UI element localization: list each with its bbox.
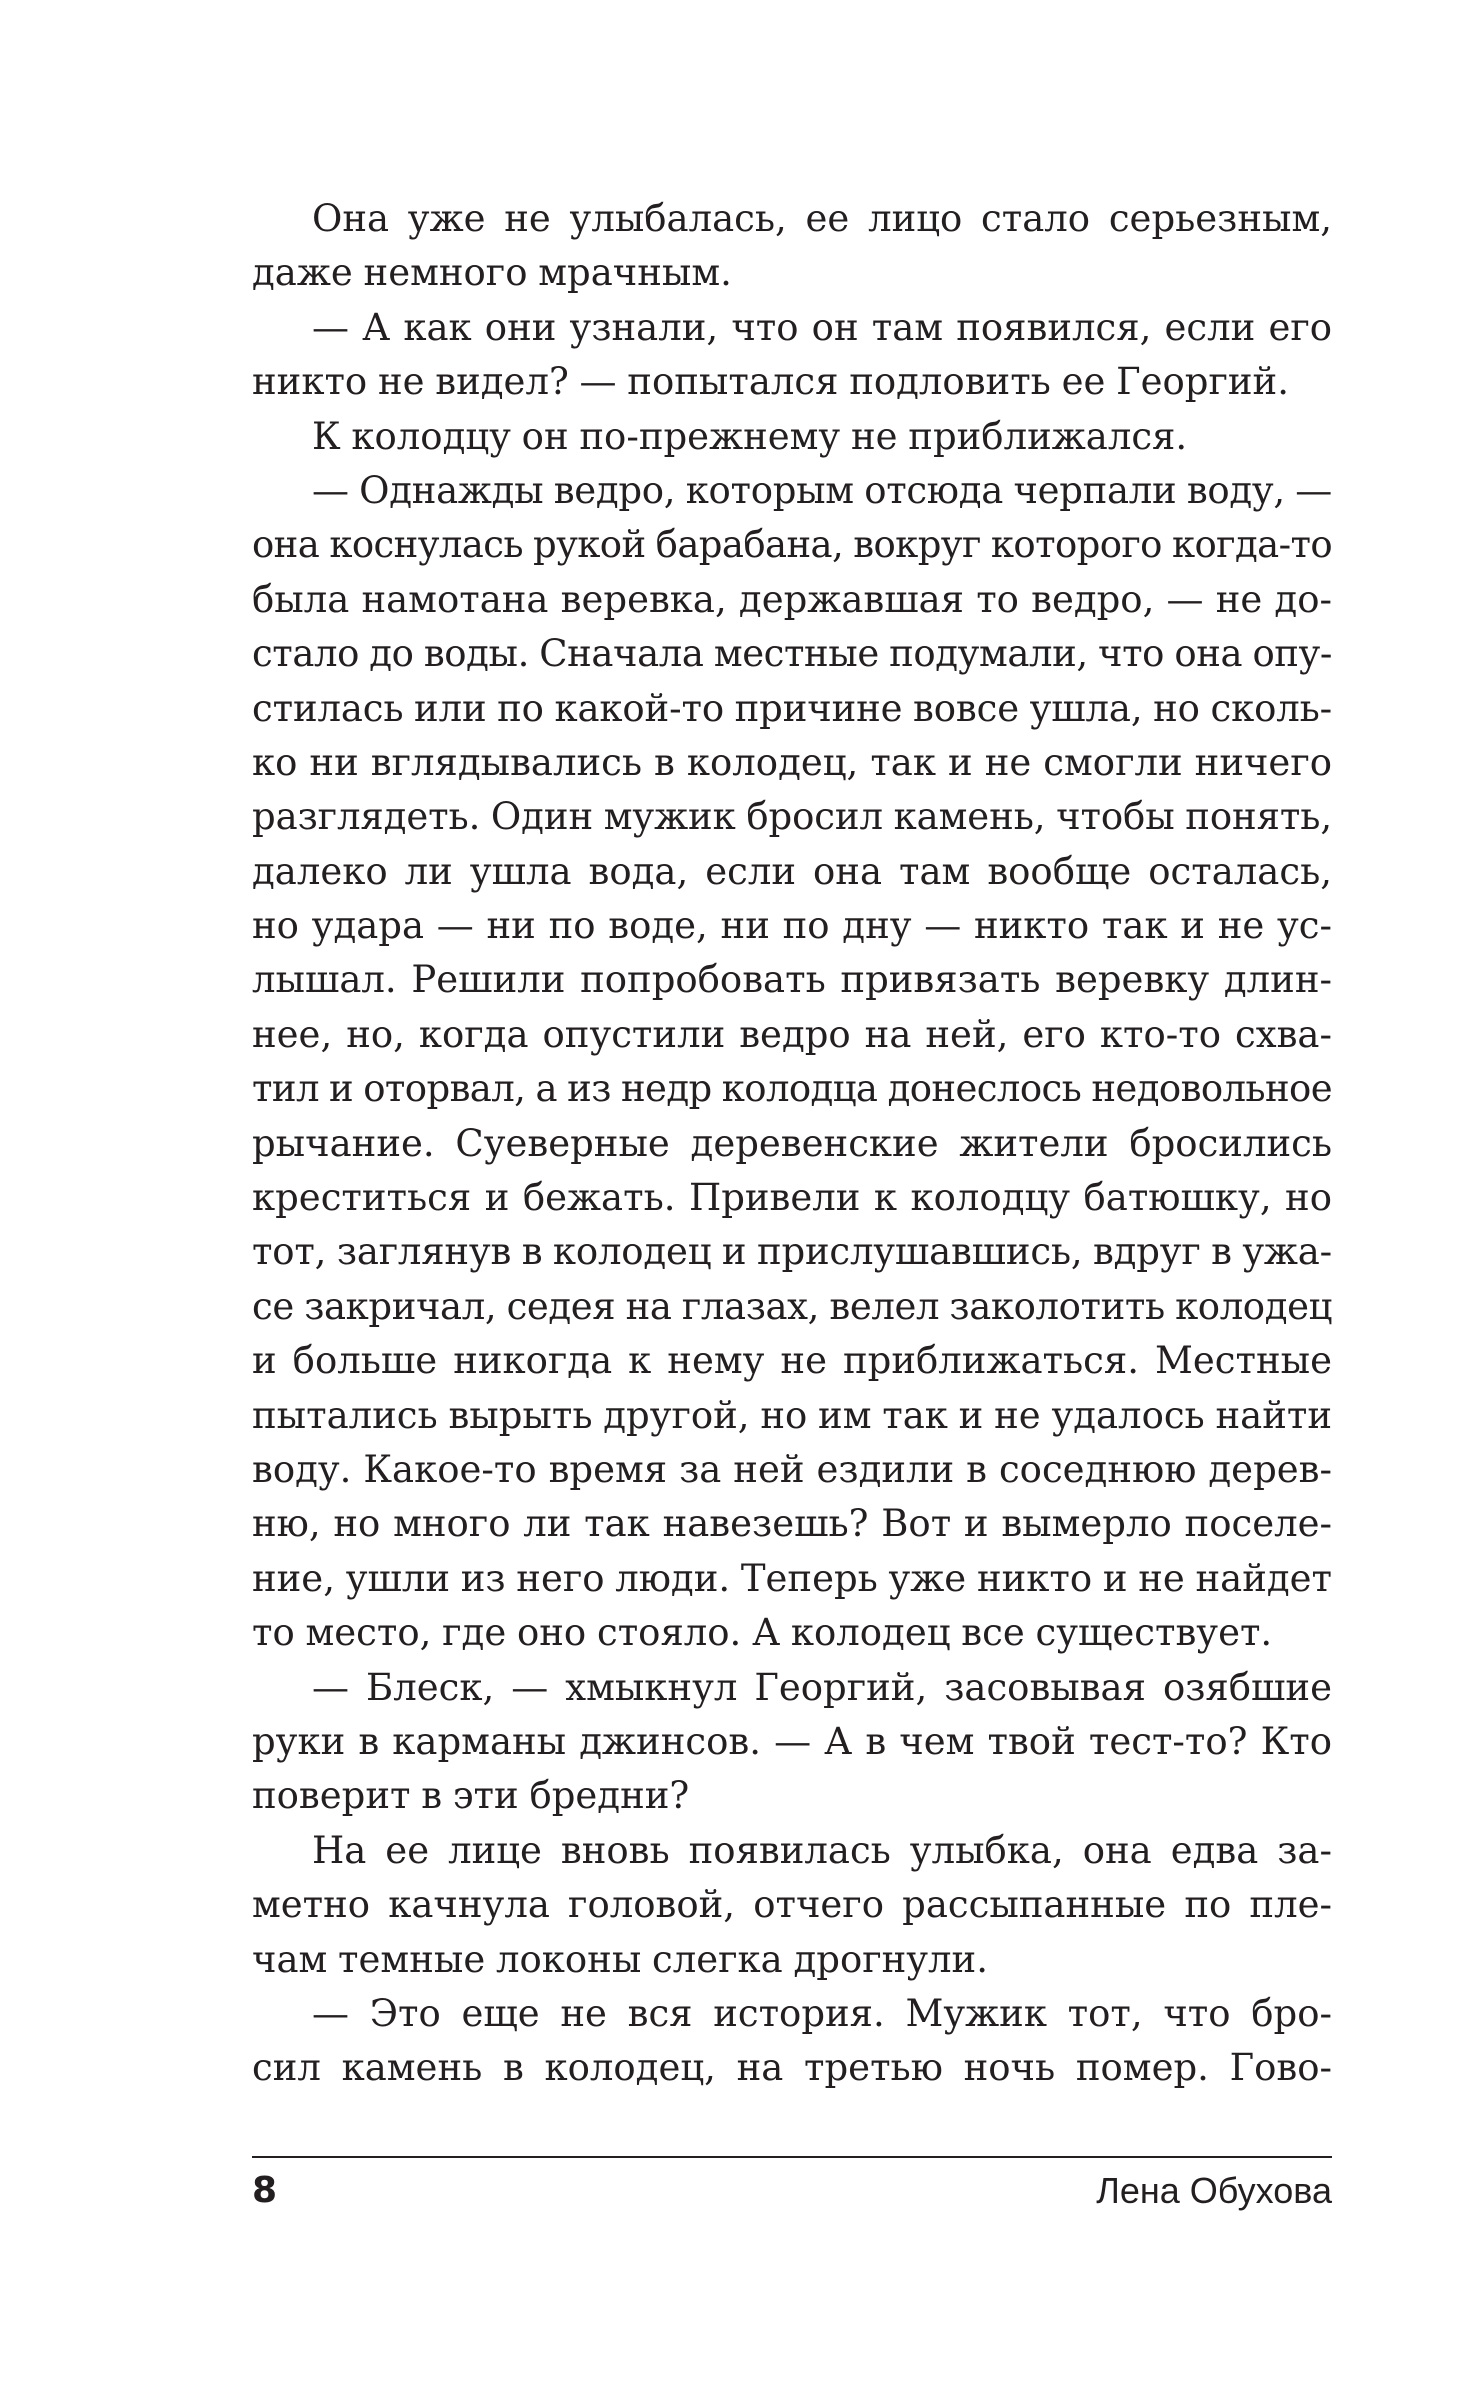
text-line: пытались вырыть другой, но им так и не удалось найти: [252, 1393, 1332, 1437]
text-line: се закричал, седея на глазах, велел заколотить колодец: [252, 1284, 1332, 1328]
text-line: и больше никогда к нему не приближаться. Местные: [252, 1339, 1332, 1383]
text-line: креститься и бежать. Привели к колодцу батюшку, но: [252, 1176, 1332, 1220]
text-line: ко ни вглядывались в колодец, так и не смогли ничего: [252, 740, 1332, 784]
text-line: стилась или по какой-то причине вовсе ушла, но сколь-: [252, 686, 1332, 730]
text-line: воду. Какое-то время за ней ездили в соседнюю дерев-: [252, 1447, 1332, 1491]
text-line: метно качнула головой, отчего рассыпанные по пле-: [252, 1883, 1332, 1927]
text-line: — А как они узнали, что он там появился, если его: [312, 305, 1332, 349]
text-line: тил и оторвал, а из недр колодца донеслось недовольное: [252, 1067, 1333, 1111]
text-line: разглядеть. Один мужик бросил камень, чтобы понять,: [252, 795, 1332, 839]
text-line: даже немного мрачным.: [252, 251, 732, 295]
text-line: стало до воды. Сначала местные подумали, что она опу-: [252, 632, 1332, 676]
text-line: нее, но, когда опустили ведро на ней, его кто-то схва-: [252, 1012, 1332, 1056]
text-line: ние, ушли из него люди. Теперь уже никто и не найдет: [252, 1556, 1332, 1600]
text-line: руки в карманы джинсов. — А в чем твой тест-то? Кто: [252, 1719, 1332, 1763]
page-number: 8: [252, 2170, 278, 2211]
text-line: Она уже не улыбалась, ее лицо стало серьезным,: [312, 197, 1332, 240]
text-line: поверит в эти бредни?: [252, 1774, 690, 1818]
text-line: была намотана веревка, державшая то ведро, — не до-: [252, 577, 1332, 621]
running-footer-author: Лена Обухова: [1096, 2170, 1332, 2211]
text-line: далеко ли ушла вода, если она там вообще осталась,: [252, 849, 1332, 893]
text-line: К колодцу он по-прежнему не приближался.: [312, 414, 1188, 458]
text-line: лышал. Решили попробовать привязать веревку длин-: [252, 958, 1332, 1002]
text-line: — Это еще не вся история. Мужик тот, что бро-: [312, 1991, 1332, 2035]
text-line: тот, заглянув в колодец и прислушавшись, вдруг в ужа-: [252, 1230, 1332, 1274]
text-line: рычание. Суеверные деревенские жители бросились: [252, 1121, 1332, 1165]
body-text: [252, 192, 1332, 2096]
footer-rule: [252, 2156, 1332, 2158]
text-line: — Блеск, — хмыкнул Георгий, засовывая озябшие: [312, 1665, 1332, 1709]
text-line: чам темные локоны слегка дрогнули.: [252, 1937, 988, 1981]
text-line: то место, где оно стояло. А колодец все существует.: [252, 1611, 1273, 1655]
text-line: ню, но много ли так навезешь? Вот и вымерло поселе-: [252, 1502, 1332, 1546]
text-line: сил камень в колодец, на третью ночь помер. Гово-: [252, 2046, 1332, 2090]
text-line: — Однажды ведро, которым отсюда черпали воду, —: [312, 468, 1332, 512]
text-line: На ее лице вновь появилась улыбка, она едва за-: [312, 1828, 1332, 1872]
text-line: но удара — ни по воде, ни по дну — никто так и не ус-: [252, 904, 1332, 948]
text-line: никто не видел? — попытался подловить ее Георгий.: [252, 360, 1289, 404]
text-line: она коснулась рукой барабана, вокруг которого когда-то: [252, 523, 1333, 567]
